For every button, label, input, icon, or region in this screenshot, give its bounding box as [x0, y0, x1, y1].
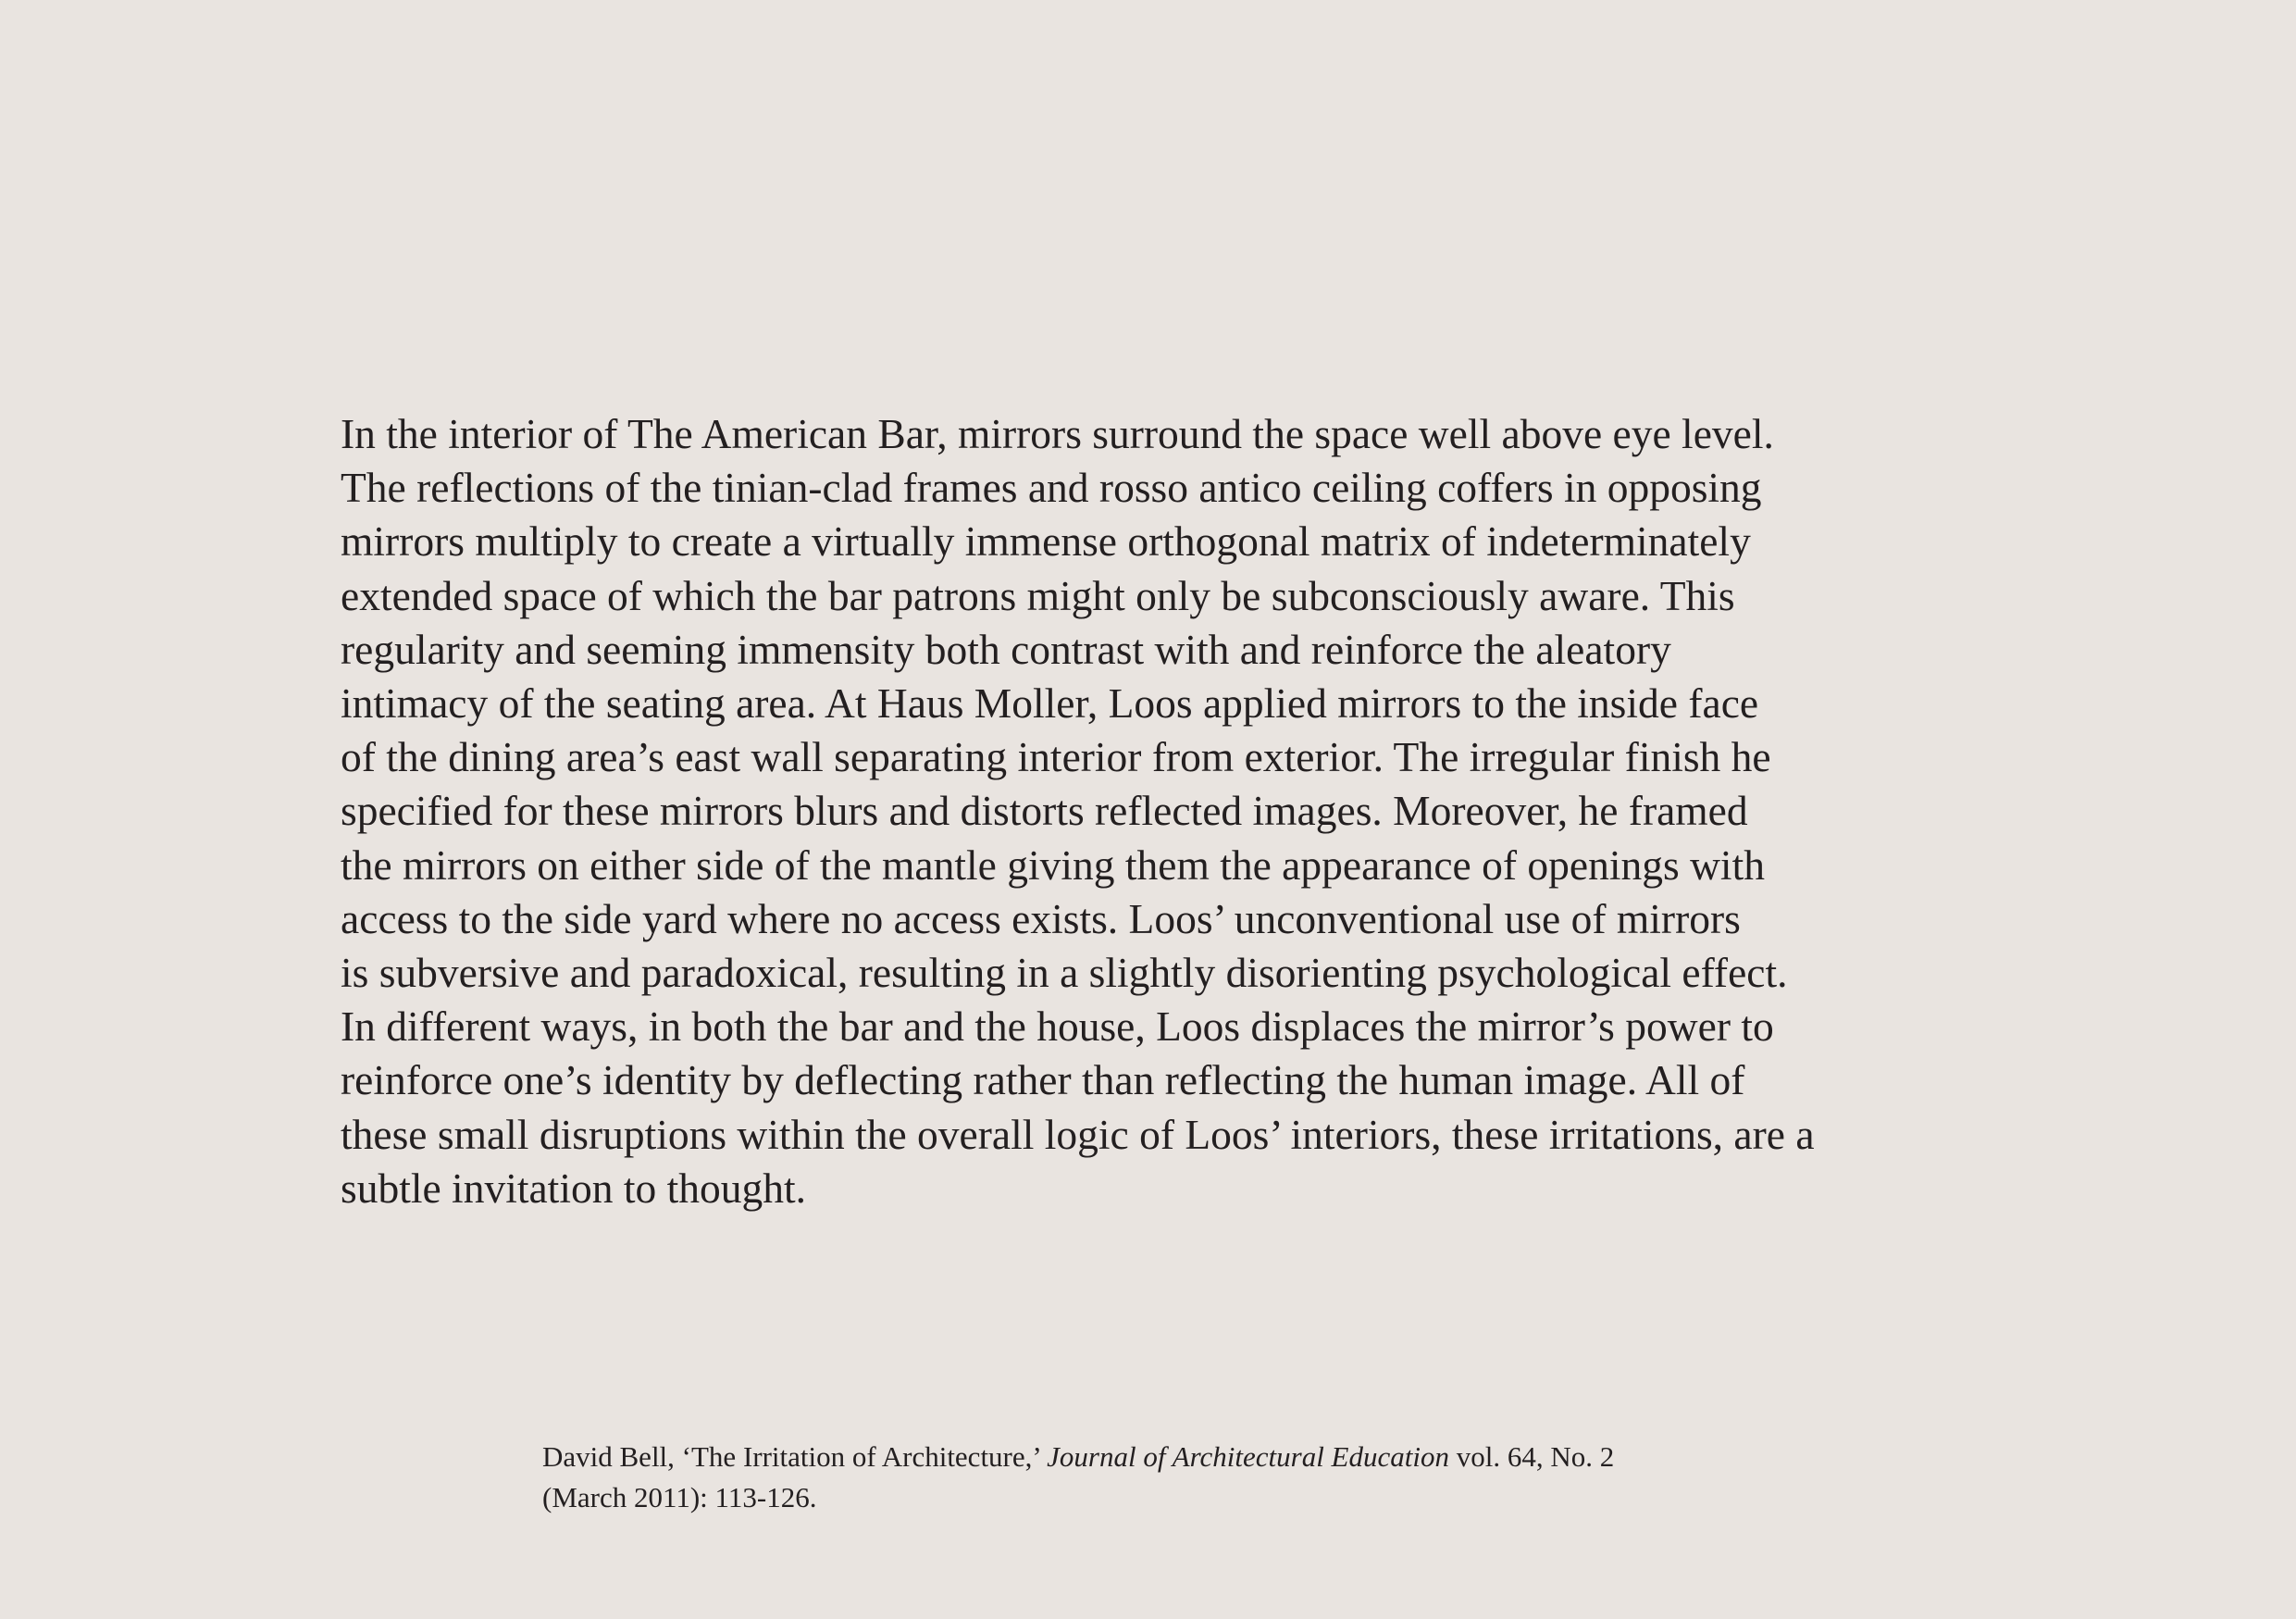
body-line: access to the side yard where no access exists. Loos’ unconventional use of mirrors — [341, 894, 1741, 942]
citation-journal: Journal of Architectural Education — [1047, 1440, 1449, 1473]
body-line: subtle invitation to thought. — [341, 1164, 807, 1212]
body-line: In the interior of The American Bar, mirrors surround the space well above eye level. — [341, 410, 1774, 457]
body-paragraph — [341, 407, 2006, 1215]
body-line: is subversive and paradoxical, resulting in a slightly disorienting psychological effect. — [341, 949, 1788, 997]
body-line: The reflections of the tinian-clad frames and rosso antico ceiling coffers in opposing — [341, 464, 1762, 512]
citation-volume: vol. 64, No. 2 — [1448, 1440, 1615, 1473]
body-line: mirrors multiply to create a virtually immense orthogonal matrix of indeterminately — [341, 517, 1751, 566]
body-line: the mirrors on either side of the mantle giving them the appearance of openings with — [341, 841, 1765, 889]
body-line: regularity and seeming immensity both contrast with and reinforce the aleatory — [341, 625, 1671, 673]
citation-line-1 — [542, 1437, 1838, 1477]
body-line: of the dining area’s east wall separating interior from exterior. The irregular finish he — [341, 733, 1771, 781]
body-line: extended space of which the bar patrons might only be subconsciously aware. This — [341, 571, 1735, 619]
body-line: reinforce one’s identity by deflecting rather than reflecting the human image. All of — [341, 1056, 1745, 1104]
body-line: In different ways, in both the bar and the house, Loos displaces the mirror’s power to — [341, 1003, 1774, 1051]
body-line: these small disruptions within the overall logic of Loos’ interiors, these irritations, are a — [341, 1110, 1815, 1158]
citation-author-title: David Bell, ‘The Irritation of Architecture,’ — [542, 1440, 1048, 1473]
citation — [542, 1437, 1838, 1518]
citation-date-pages: (March 2011): 113-126. — [542, 1481, 817, 1513]
body-line: specified for these mirrors blurs and distorts reflected images. Moreover, he framed — [341, 787, 1748, 835]
body-line: intimacy of the seating area. At Haus Moller, Loos applied mirrors to the inside face — [341, 679, 1759, 728]
